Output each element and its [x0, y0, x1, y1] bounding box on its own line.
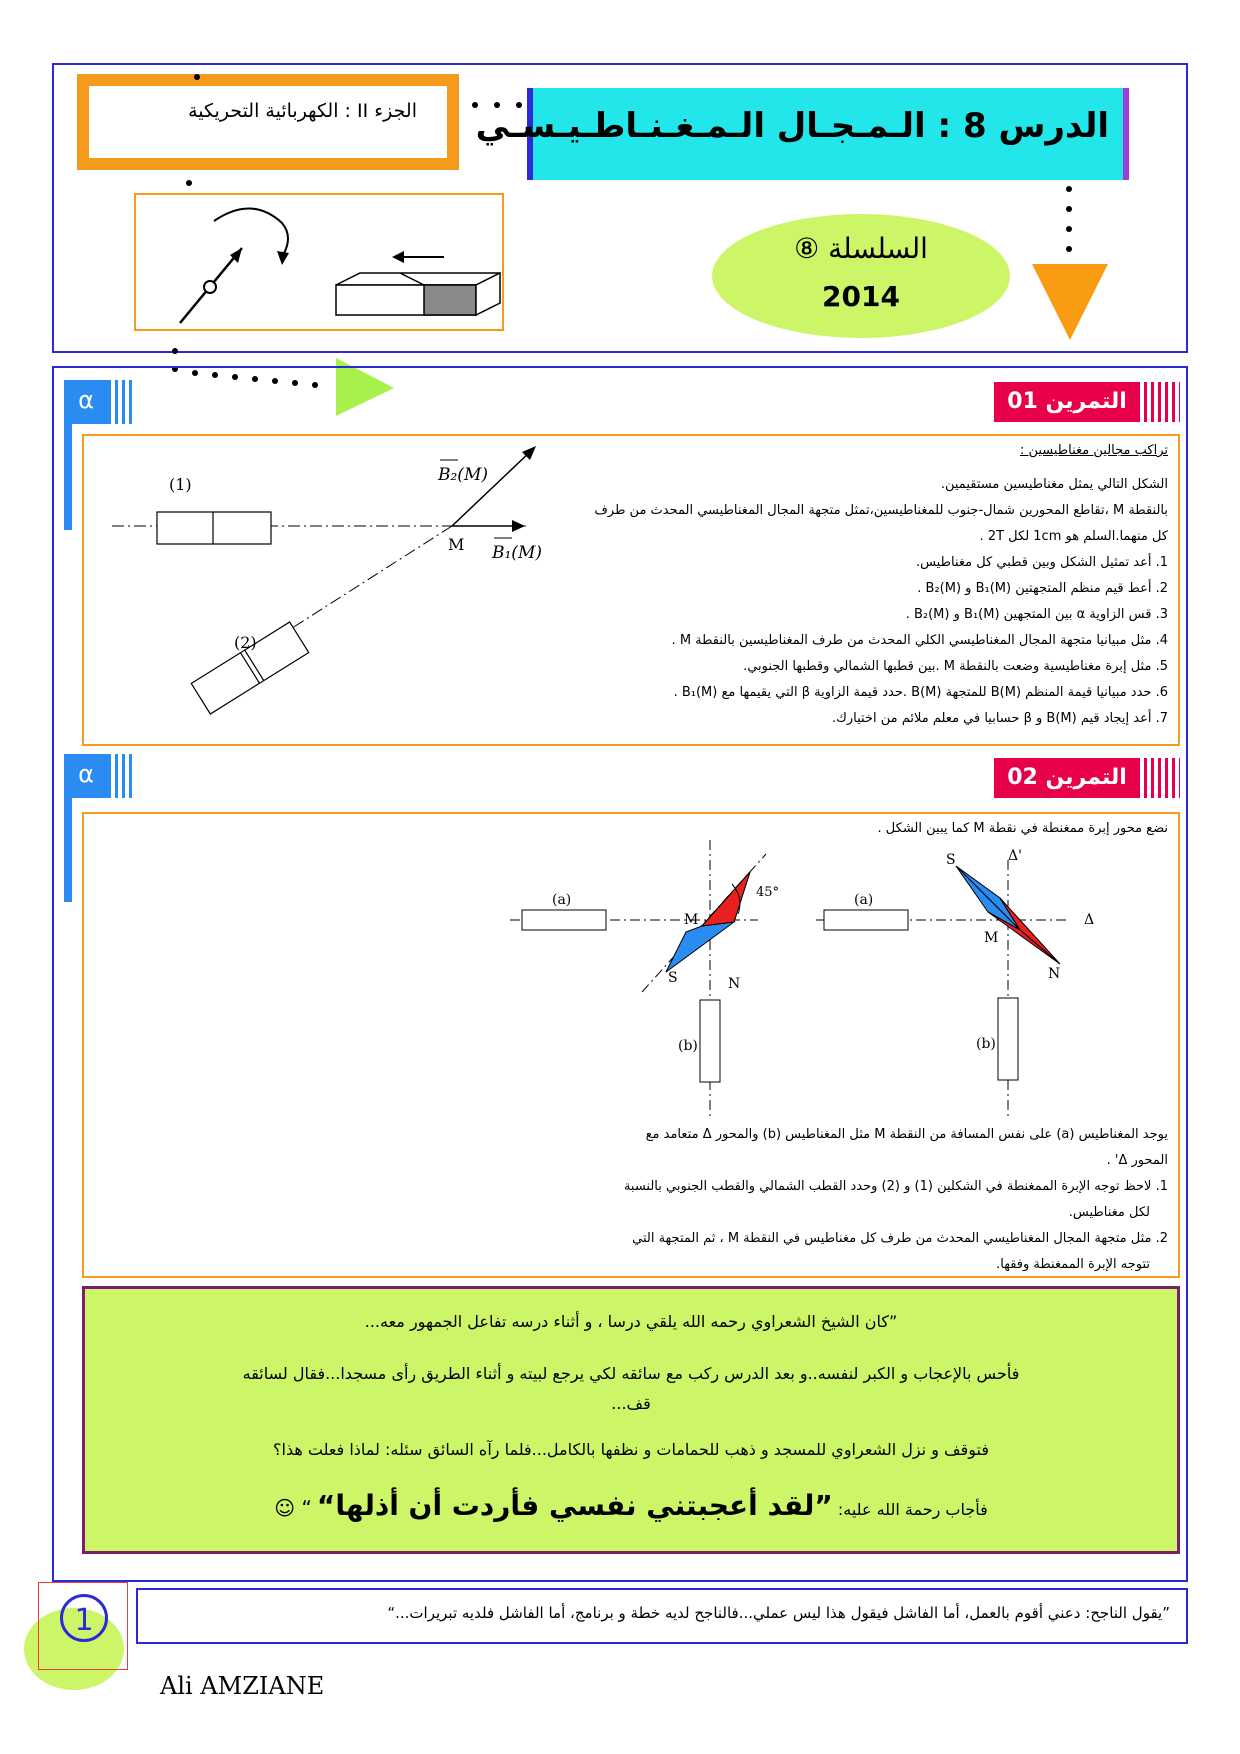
ex2-question-2a: 2. مثل متجهة المجال المغناطيسي المحدث من طرف كل مغناطيس في النقطة M ، ثم المتجهة التي	[632, 1231, 1168, 1246]
ex1-magnet2-label: (2)	[234, 633, 257, 652]
ex2-alpha: α	[64, 754, 108, 798]
series-year: 2014	[822, 280, 900, 313]
ex2-question-1a: 1. لاحظ توجه الإبرة الممغنطة في الشكلين (1) و (2) وحدد القطب الشمالي والقطب الجنوبي بالنسبة	[623, 1179, 1168, 1194]
ex2-tab-stripes	[1144, 758, 1180, 798]
needle-rotation-sketch	[134, 193, 504, 331]
decor-dot	[172, 348, 178, 354]
part-label-box	[77, 74, 459, 170]
ex1-tab-stripes	[1144, 382, 1180, 422]
page-number: 1	[60, 1594, 108, 1642]
ex2-right-point: M	[984, 930, 999, 946]
ex2-right-magnet-b: (b)	[976, 1036, 996, 1052]
ex2-angle: 45°	[756, 885, 780, 900]
footer-quote: ”يقول الناجح: دعني أقوم بالعمل، أما الفاشل فيقول هذا ليس عملي...فالناجح لديه خطة و برنامج، أما الفاشل فلديه تبريرات...“	[387, 1604, 1170, 1622]
story-line-2: فأحس بالإعجاب و الكبر لنفسه..و بعد الدرس ركب مع سائقه لكي يرجع لبيته و أثناء الطريق رأى مسجدا...فقال لسائقه	[242, 1364, 1020, 1383]
lesson-title-bar	[475, 88, 1129, 180]
ex1-figure	[92, 440, 572, 740]
ex2-question-2b: تتوجه الإبرة الممغنطة وفقها.	[996, 1257, 1150, 1272]
ex2-delta: Δ	[1084, 912, 1095, 928]
decor-dot	[186, 180, 192, 186]
footer-quote-box	[136, 1588, 1188, 1644]
series-label: السلسلة ⑧	[794, 232, 928, 265]
ex1-question-5: 5. مثل إبرة مغناطيسية وضعت بالنقطة M .بين قطبها الشمالي وقطبها الجنوبي.	[743, 659, 1168, 674]
story-line-4: فتوقف و نزل الشعراوي للمسجد و ذهب للحمامات و نظفها بالكامل...فلما رآه السائق سئله: لماذا فعلت هذا؟	[273, 1440, 989, 1459]
ex1-intro-1: الشكل التالي يمثل مغناطيسين مستقيمين.	[940, 477, 1168, 492]
story-answer-prefix: فأجاب رحمة الله عليه:	[837, 1500, 988, 1519]
ex2-body-2: المحور Δ' .	[1106, 1153, 1168, 1168]
ex1-question-7: 7. أعد إيجاد قيم B(M) و β حسابيا في معلم ملائم من اختيارك.	[832, 711, 1168, 726]
ex2-delta-prime: Δ'	[1008, 848, 1022, 864]
ex1-text	[568, 438, 1168, 732]
part-label: الجزء II : الكهربائية التحريكية	[188, 100, 417, 122]
smiley-icon: “ ☺	[274, 1496, 312, 1520]
ex2-figure	[500, 840, 1120, 1120]
decor-dot	[1066, 186, 1072, 192]
decor-dot	[1066, 206, 1072, 212]
ex2-intro: نضع محور إبرة ممغنطة في نقطة M كما يبين الشكل .	[877, 821, 1168, 836]
ex2-right-north: N	[1048, 966, 1061, 982]
down-arrow-icon	[1030, 262, 1110, 342]
ex2-left-north: N	[728, 976, 741, 992]
ex1-question-2: 2. أعط قيم منظم المتجهتين B₁(M) و B₂(M) .	[917, 581, 1168, 596]
ex1-point-label: M	[448, 535, 465, 554]
decor-dot	[1066, 246, 1072, 252]
story-box	[82, 1286, 1180, 1554]
series-badge	[712, 214, 1010, 338]
ex1-intro-2: بالنقطة M ،تقاطع المحورين شمال-جنوب للمغناطيسين،تمثل متجهة المجال المغناطيسي المحدث من طرف	[594, 503, 1168, 518]
ex1-question-3: 3. قس الزاوية α بين المتجهين B₁(M) و B₂(M) .	[905, 607, 1168, 622]
ex1-tab: التمرين 01	[994, 382, 1140, 422]
ex1-question-1: 1. أعد تمثيل الشكل وبين قطبي كل مغناطيس.	[915, 555, 1168, 570]
ex1-vector1-label: B₁(M)	[492, 543, 542, 563]
story-answer	[105, 1489, 1157, 1522]
ex2-left-magnet-b: (b)	[678, 1038, 698, 1054]
ex1-question-4: 4. مثل مبيانيا متجهة المجال المغناطيسي الكلي المحدث من طرف المغناطيسين بالنقطة M .	[671, 633, 1168, 648]
ex2-left-south: S	[668, 970, 678, 986]
ex1-alpha-stripes	[108, 380, 134, 424]
ex2-right-south: S	[946, 852, 956, 868]
ex2-text	[528, 1122, 1168, 1278]
story-line-1: ”كان الشيخ الشعراوي رحمه الله يلقي درسا ، و أثناء درسه تفاعل الجمهور معه...	[364, 1312, 898, 1331]
ex2-question-1b: لكل مغناطيس.	[1068, 1205, 1150, 1220]
story-answer-quote: ”لقد أعجبتني نفسي فأردت أن أذلها“	[316, 1489, 833, 1522]
ex2-alpha-stripes	[108, 754, 134, 798]
ex1-heading: تراكب مجالين مغناطيسين :	[1019, 443, 1168, 458]
ex2-right-magnet-a: (a)	[854, 892, 874, 908]
ex1-vector2-label: B₂(M)	[438, 465, 488, 485]
ex2-body-1: يوجد المغناطيس (a) على نفس المسافة من النقطة M مثل المغناطيس (b) والمحور Δ متعامد مع	[645, 1127, 1168, 1142]
ex1-magnet1-label: (1)	[169, 475, 192, 494]
ex2-tab: التمرين 02	[994, 758, 1140, 798]
author-name: Ali AMZIANE	[160, 1672, 325, 1700]
decor-dot	[1066, 226, 1072, 232]
ex2-left-point: M	[684, 912, 699, 928]
ex1-intro-3: كل منهما.السلم هو 1cm لكل 2T .	[979, 529, 1168, 544]
ex1-alpha: α	[64, 380, 108, 424]
decor-dot	[194, 74, 200, 80]
ex2-left-magnet-a: (a)	[552, 892, 572, 908]
ex1-question-6: 6. حدد مبيانيا قيمة المنظم B(M) للمتجهة B(M) .حدد قيمة الزاوية β التي يقيمها مع B₁(M) .	[673, 685, 1168, 700]
lesson-title: الدرس 8 : الـمـجـال الـمـغـنـاطـيـسـي	[475, 106, 1109, 146]
story-line-3: قف...	[611, 1394, 651, 1413]
